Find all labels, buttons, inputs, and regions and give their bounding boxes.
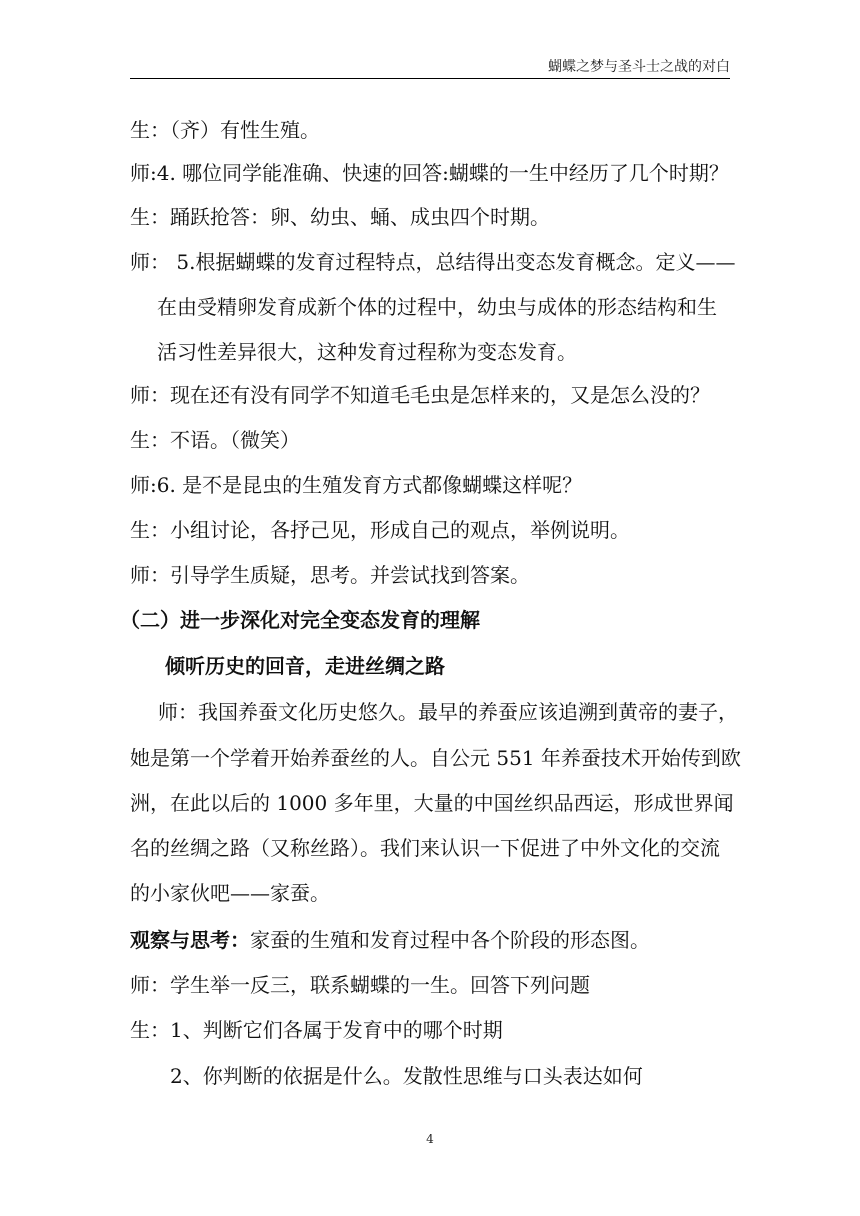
section-heading: （二）进一步深化对完全变态发育的理解 <box>120 608 480 632</box>
page-number: 4 <box>426 1132 434 1146</box>
text-line: 生：（齐）有性生殖。 <box>130 118 320 142</box>
text-line: 洲，在此以后的 1000 多年里，大量的中国丝织品西运，形成世界闻 <box>130 791 734 815</box>
text-line: 在由受精卵发育成新个体的过程中，幼虫与成体的形态结构和生 <box>157 295 717 319</box>
text-line: 师：现在还有没有同学不知道毛毛虫是怎样来的，又是怎么没的？ <box>130 383 710 407</box>
header-divider <box>130 78 730 79</box>
observe-label: 观察与思考： <box>130 928 250 952</box>
text-line: 师： 5.根据蝴蝶的发育过程特点，总结得出变态发育概念。定义—— <box>130 250 736 274</box>
text-line: 师：学生举一反三，联系蝴蝶的一生。回答下列问题 <box>130 973 590 997</box>
text-line: 师:6. 是不是昆虫的生殖发育方式都像蝴蝶这样呢？ <box>130 473 583 497</box>
text-line: 生：踊跃抢答：卵、幼虫、蛹、成虫四个时期。 <box>130 205 550 229</box>
text-line: 生：1、判断它们各属于发育中的哪个时期 <box>130 1018 503 1042</box>
subsection-heading: 倾听历史的回音，走进丝绸之路 <box>165 654 445 678</box>
text-line: 师：我国养蚕文化历史悠久。最早的养蚕应该追溯到黄帝的妻子， <box>158 700 738 724</box>
text-line: 师:4. 哪位同学能准确、快速的回答:蝴蝶的一生中经历了几个时期？ <box>130 161 729 185</box>
observe-line <box>130 930 650 950</box>
header-title: 蝴蝶之梦与圣斗士之战的对白 <box>548 59 730 75</box>
text-line: 的小家伙吧——家蚕。 <box>130 881 330 905</box>
text-line: 生：小组讨论，各抒己见，形成自己的观点，举例说明。 <box>130 518 630 542</box>
observe-text: 家蚕的生殖和发育过程中各个阶段的形态图。 <box>250 928 650 952</box>
text-line: 她是第一个学着开始养蚕丝的人。自公元 551 年养蚕技术开始传到欧 <box>130 746 741 770</box>
text-line: 名的丝绸之路（又称丝路）。我们来认识一下促进了中外文化的交流 <box>130 836 720 860</box>
text-line: 活习性差异很大，这种发育过程称为变态发育。 <box>157 340 577 364</box>
text-line: 师：引导学生质疑，思考。并尝试找到答案。 <box>130 563 530 587</box>
text-line: 生：不语。（微笑） <box>130 428 300 452</box>
text-line: 2、你判断的依据是什么。发散性思维与口头表达如何 <box>170 1064 643 1088</box>
